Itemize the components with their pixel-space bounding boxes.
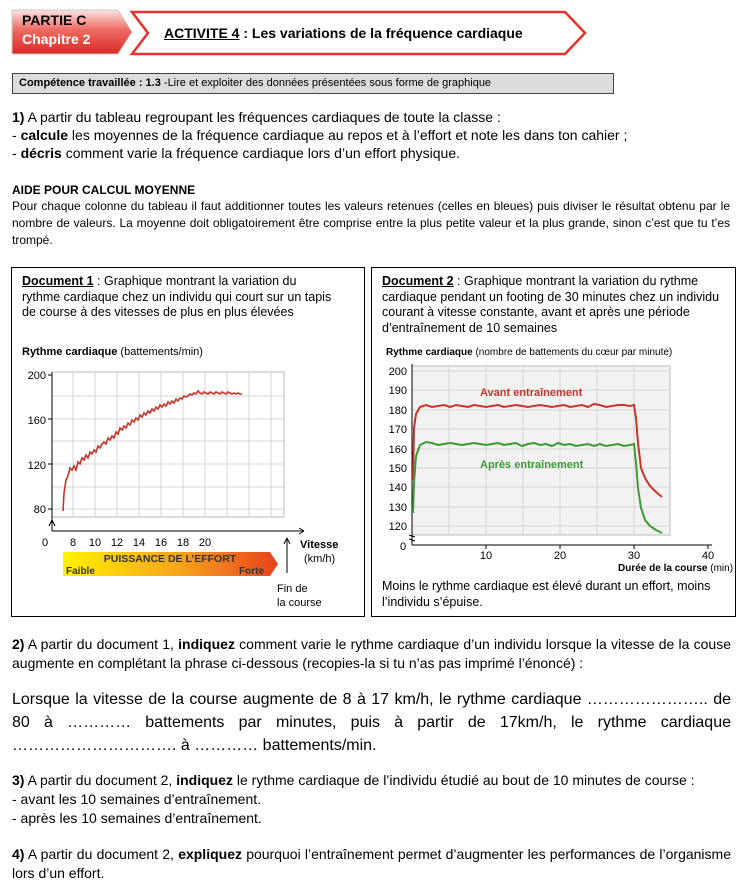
activity-title: : Les variations de la fréquence cardiaque (239, 25, 523, 41)
question-1-intro-text: A partir du tableau regroupant les fréquences cardiaques de toute la classe : (24, 109, 501, 125)
chapter-label: Chapitre 2 (22, 31, 91, 47)
doc1-end-note-1: Fin de (277, 583, 308, 595)
doc2-xtick-40: 40 (701, 550, 715, 562)
doc1-effort-low: Faible (66, 566, 95, 577)
doc1-y-ticks (28, 370, 52, 516)
question-3-text-2: le rythme cardiaque de l’individu étudié au bout de 10 minutes de course : (233, 772, 695, 788)
document-1 (11, 267, 365, 617)
doc1-grid (52, 372, 284, 517)
doc1-x-ticks (42, 537, 211, 549)
doc1-xtick-10: 10 (88, 537, 102, 549)
doc2-xtick-30: 30 (627, 550, 641, 562)
doc1-end-note-2: la course (277, 597, 322, 609)
question-1-verb-1: calcule (20, 127, 69, 143)
question-3-text-1: A partir du document 2, (24, 772, 177, 788)
question-2 (12, 635, 731, 673)
doc2-ytick-150: 150 (388, 463, 407, 475)
document-2-chart (372, 268, 735, 616)
question-2-text-1: A partir du document 1, (24, 636, 179, 652)
question-2-text-2: comment varie le rythme cardiaque d’un individu lorsque la vitesse de la couse augmente en complétant la phrase ci-dessous (recopies-la si tu n’as pas imprimé l’énoncé) : (12, 636, 731, 671)
doc2-label-before: Avant entraînement (480, 387, 583, 399)
competence-text: -Lire et exploiter des données présentées sous forme de graphique (160, 77, 492, 89)
question-1-intro (12, 108, 737, 126)
question-2-number: 2) (12, 636, 25, 652)
activity-heading (164, 25, 523, 41)
doc2-ytick-170: 170 (388, 424, 407, 436)
doc2-x-title: Durée de la course (min) (618, 563, 734, 574)
doc2-origin: 0 (400, 541, 407, 553)
doc1-xtick-20: 20 (198, 537, 212, 549)
doc2-ytick-190: 190 (388, 385, 407, 397)
question-1-number: 1) (12, 109, 25, 125)
doc1-ytick-200: 200 (27, 370, 46, 382)
question-3-item-2: - après les 10 semaines d’entraînement. (12, 810, 262, 826)
doc1-xtick-18: 18 (176, 537, 190, 549)
header (0, 0, 748, 64)
question-2-verb: indiquez (178, 636, 235, 652)
doc1-effort-high: Forte (239, 566, 264, 577)
help-section (12, 182, 730, 249)
question-1-item-2: - décris comment varie la fréquence cardiaque lors d’un effort physique. (12, 145, 460, 161)
question-3 (12, 771, 737, 828)
question-1-item-1-text: les moyennes de la fréquence cardiaque au repos et à l’effort et note les dans ton cahier ; (68, 127, 628, 143)
question-3-number: 3) (12, 772, 25, 788)
doc1-y-title: Rythme cardiaque (battements/min) (22, 346, 203, 358)
sentence-to-complete: Lorsque la vitesse de la course augmente de 8 à 17 km/h, le rythme cardiaque ………………….. de 80 à ………… battements par minutes, puis à partir de 17km/h, le rythme cardiaque …………………………. à ………… battements/min. (12, 691, 731, 754)
doc2-ytick-120: 120 (388, 521, 407, 533)
doc1-ytick-160: 160 (27, 415, 46, 427)
part-label: PARTIE C (22, 12, 87, 28)
doc2-label-after: Après entraînement (480, 459, 584, 471)
doc1-x-unit: (km/h) (304, 553, 336, 565)
competence-label: Compétence travaillée : 1.3 (19, 77, 161, 89)
question-1 (12, 108, 737, 162)
doc1-x-title: Vitesse (300, 539, 339, 551)
doc2-ytick-140: 140 (388, 482, 407, 494)
doc2-ytick-160: 160 (388, 444, 407, 456)
question-4 (12, 845, 731, 883)
activity-number: ACTIVITE 4 (164, 25, 240, 41)
doc2-x-ticks (480, 545, 714, 562)
document-1-chart (12, 268, 364, 616)
question-1-item-2-text: comment varie la fréquence cardiaque lors d’un effort physique. (61, 145, 460, 161)
question-3-item-1: - avant les 10 semaines d’entraînement. (12, 791, 262, 807)
doc2-y-title: Rythme cardiaque (nombre de battements du cœur par minute) (386, 347, 673, 358)
doc1-ytick-120: 120 (27, 460, 46, 472)
question-3-intro (12, 771, 737, 790)
document-1-caption-text: : Graphique montrant la variation du rythme cardiaque chez un individu qui court sur un tapis de course à des vitesses de plus en plus élevées (22, 274, 332, 319)
question-4-number: 4) (12, 846, 25, 862)
doc2-ytick-180: 180 (388, 405, 407, 417)
doc1-xtick-8: 8 (69, 537, 77, 549)
doc1-xtick-14: 14 (132, 537, 146, 549)
document-2-caption-text: : Graphique montrant la variation du rythme cardiaque pendant un footing de 30 minutes chez un individu courant à vitesse constante, avant et après une période d’entraînement de 10 semaines (382, 274, 720, 335)
help-title: AIDE POUR CALCUL MOYENNE (12, 183, 196, 197)
doc2-xtick-20: 20 (553, 550, 567, 562)
document-2 (371, 267, 736, 617)
question-1-verb-2: décris (20, 145, 62, 161)
doc1-ytick-80: 80 (33, 504, 46, 516)
doc1-origin: 0 (42, 537, 49, 549)
doc1-effort-title: PUISSANCE DE L’EFFORT (103, 553, 237, 565)
doc1-xtick-12: 12 (110, 537, 124, 549)
question-1-item-1: - calcule les moyennes de la fréquence cardiaque au repos et à l’effort et note les dans ton cahier ; (12, 127, 628, 143)
doc2-y-ticks (389, 366, 407, 533)
question-4-verb: expliquez (178, 846, 242, 862)
document-1-label: Document 1 (22, 274, 94, 288)
document-2-label: Document 2 (382, 274, 454, 288)
doc2-xtick-10: 10 (479, 550, 493, 562)
doc2-ytick-200: 200 (388, 366, 407, 378)
competence-box (12, 73, 614, 94)
document-2-conclusion: Moins le rythme cardiaque est élevé durant un effort, moins l’individu s’épuise. (382, 579, 711, 609)
help-text: Pour chaque colonne du tableau il faut additionner toutes les valeurs retenues (celles en bleues) puis diviser le résultat obtenu par le nombre de valeurs. La moyenne doit obligatoirement être comprise entre la plus petite valeur et la plus grande, sinon c’est que tu t’es trompé. (12, 199, 730, 247)
question-3-verb: indiquez (176, 772, 233, 788)
question-4-text-1: A partir du document 2, (24, 846, 179, 862)
doc2-ytick-130: 130 (388, 502, 407, 514)
question-4-text-2: pourquoi l’entraînement permet d’augmenter les performances de l’organisme lors d’un effort. (12, 846, 731, 881)
doc1-xtick-16: 16 (154, 537, 168, 549)
